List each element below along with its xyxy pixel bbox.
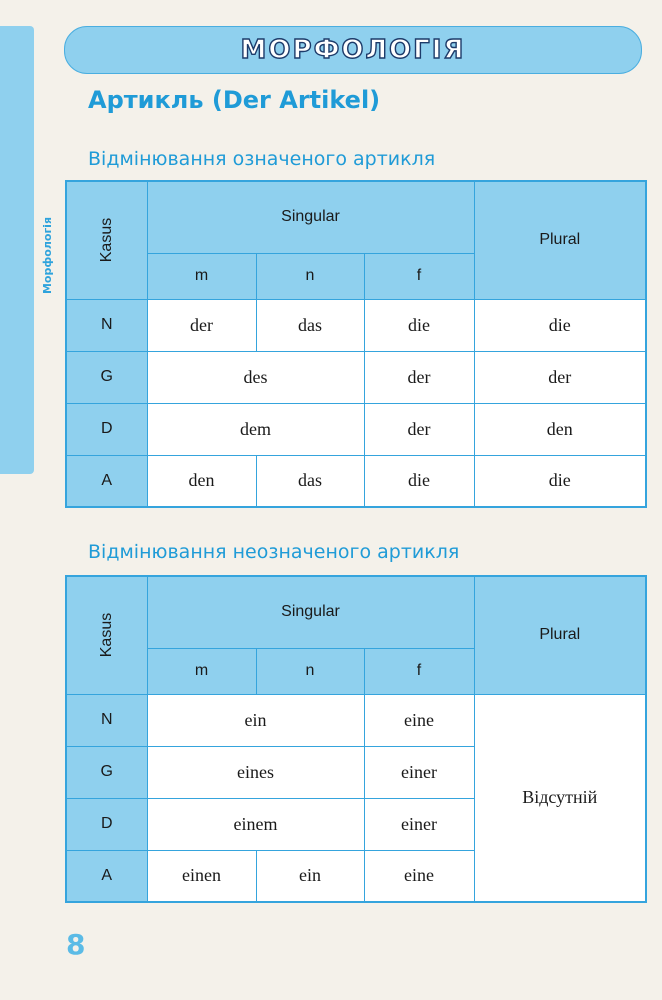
cell-a-f: eine [364, 850, 474, 902]
cell-n-m: der [147, 299, 256, 351]
chapter-title: МОРФОЛОГІЯ [240, 35, 466, 65]
cell-d-mn: einem [147, 798, 364, 850]
cell-n-f: eine [364, 694, 474, 746]
definite-table-title: Відмінювання означеного артикля [88, 148, 436, 170]
page-number: 8 [66, 928, 86, 961]
cell-a-n: ein [256, 850, 364, 902]
cell-n-f: die [364, 299, 474, 351]
gender-m-header: m [147, 648, 256, 694]
cell-plural-absent: Відсутній [474, 694, 646, 902]
cell-g-mn: des [147, 351, 364, 403]
plural-header: Plural [474, 576, 646, 694]
singular-header: Singular [147, 576, 474, 648]
cell-n-pl: die [474, 299, 646, 351]
cell-a-m: den [147, 455, 256, 507]
side-label [38, 210, 58, 300]
kasus-label: Kasus [97, 613, 115, 658]
cell-g-f: der [364, 351, 474, 403]
plural-header: Plural [474, 181, 646, 299]
case-akkusativ: A [66, 850, 147, 902]
cell-n-n: das [256, 299, 364, 351]
singular-header: Singular [147, 181, 474, 253]
case-genitiv: G [66, 746, 147, 798]
gender-n-header: n [256, 648, 364, 694]
gender-f-header: f [364, 253, 474, 299]
kasus-header [66, 181, 147, 299]
gender-f-header: f [364, 648, 474, 694]
cell-g-pl: der [474, 351, 646, 403]
side-label-text: Морфологія [41, 216, 55, 294]
case-dativ: D [66, 403, 147, 455]
gender-n-header: n [256, 253, 364, 299]
case-nominativ: N [66, 299, 147, 351]
cell-g-f: einer [364, 746, 474, 798]
gender-m-header: m [147, 253, 256, 299]
cell-a-pl: die [474, 455, 646, 507]
indefinite-article-table [65, 575, 647, 903]
side-tab [0, 26, 34, 474]
cell-d-f: der [364, 403, 474, 455]
indefinite-table-title: Відмінювання неозначеного артикля [88, 541, 460, 563]
cell-d-f: einer [364, 798, 474, 850]
cell-d-mn: dem [147, 403, 364, 455]
case-nominativ: N [66, 694, 147, 746]
cell-a-m: einen [147, 850, 256, 902]
cell-a-n: das [256, 455, 364, 507]
chapter-header [64, 26, 642, 74]
definite-article-table [65, 180, 647, 508]
section-title: Артикль (Der Artikel) [88, 86, 381, 114]
case-akkusativ: A [66, 455, 147, 507]
cell-d-pl: den [474, 403, 646, 455]
case-dativ: D [66, 798, 147, 850]
kasus-header [66, 576, 147, 694]
cell-g-mn: eines [147, 746, 364, 798]
cell-n-mn: ein [147, 694, 364, 746]
kasus-label: Kasus [97, 218, 115, 263]
cell-a-f: die [364, 455, 474, 507]
case-genitiv: G [66, 351, 147, 403]
